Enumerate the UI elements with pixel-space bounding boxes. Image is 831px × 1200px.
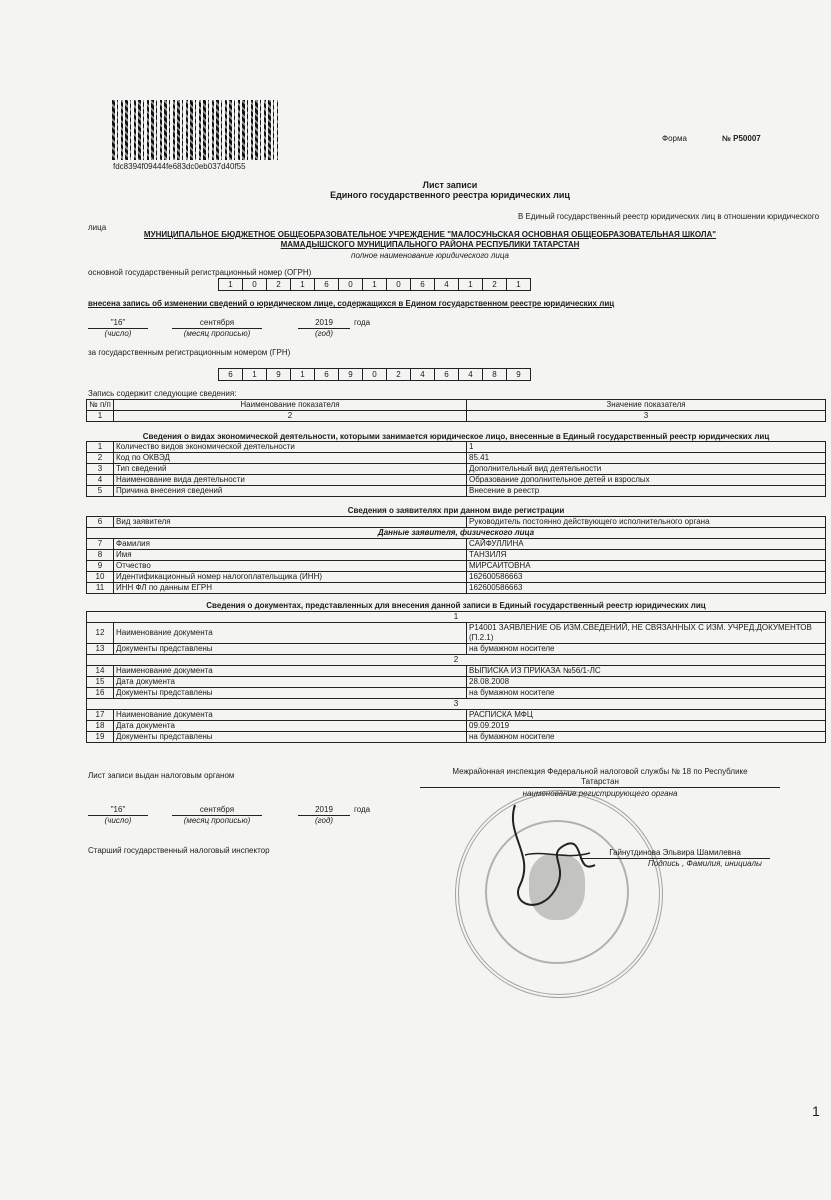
entry-year-suffix: года xyxy=(354,318,371,327)
row-value: 85.41 xyxy=(467,453,826,464)
row-name: Документы представлены xyxy=(114,732,467,743)
grn-digit: 2 xyxy=(387,368,411,381)
inspector-name: Гайнутдинова Эльвира Шамилевна xyxy=(580,848,770,859)
row-name: ИНН ФЛ по данным ЕГРН xyxy=(114,583,467,594)
grn-digit: 0 xyxy=(363,368,387,381)
ogrn-digit: 2 xyxy=(483,278,507,291)
table-row xyxy=(87,623,826,644)
row-number: 10 xyxy=(87,572,114,583)
table-row xyxy=(87,666,826,677)
row-name: Дата документа xyxy=(114,721,467,732)
row-value: РАСПИСКА МФЦ xyxy=(467,710,826,721)
grn-label: за государственным регистрационным номером (ГРН) xyxy=(88,348,291,357)
ogrn-digit: 2 xyxy=(267,278,291,291)
barcode xyxy=(112,100,278,160)
applicant-subtitle: Данные заявителя, физического лица xyxy=(87,528,826,539)
intro-continuation: лица xyxy=(88,223,107,232)
row-name: Наименование документа xyxy=(114,710,467,721)
authority-caption: наименование регистрирующего органа xyxy=(522,789,678,798)
footer-month: сентября xyxy=(172,805,262,816)
entry-month-caption: (месяц прописью) xyxy=(183,329,251,338)
ogrn-digit: 1 xyxy=(459,278,483,291)
row-number: 5 xyxy=(87,486,114,497)
page-number: 1 xyxy=(812,1103,820,1119)
table-row xyxy=(87,464,826,475)
row-value: Внесение в реестр xyxy=(467,486,826,497)
row-name: Дата документа xyxy=(114,677,467,688)
entry-month: сентября xyxy=(172,318,262,329)
form-number: № Р50007 xyxy=(722,134,761,143)
grn-digit: 1 xyxy=(291,368,315,381)
table-row xyxy=(87,677,826,688)
table-row xyxy=(87,486,826,497)
col-name-index: 2 xyxy=(114,411,467,422)
row-number: 19 xyxy=(87,732,114,743)
grn-digit: 6 xyxy=(435,368,459,381)
entry-year-caption: (год) xyxy=(314,329,334,338)
row-value: 162600586663 xyxy=(467,572,826,583)
ogrn-digit: 6 xyxy=(411,278,435,291)
row-value: Р14001 ЗАЯВЛЕНИЕ ОБ ИЗМ.СВЕДЕНИЙ, НЕ СВЯЗАННЫХ С ИЗМ. УЧРЕД.ДОКУМЕНТОВ (П.2.1) xyxy=(467,623,826,644)
intro-text: В Единый государственный реестр юридических лиц в отношении юридического xyxy=(518,212,820,221)
grn-digit: 4 xyxy=(411,368,435,381)
doc-group-number: 1 xyxy=(87,612,826,623)
row-name: Причина внесения сведений xyxy=(114,486,467,497)
signature-caption: Подпись , Фамилия, инициалы xyxy=(648,859,762,868)
row-name: Код по ОКВЭД xyxy=(114,453,467,464)
entry-day: "16" xyxy=(88,318,148,329)
footer-day-caption: (число) xyxy=(104,816,132,825)
row-number: 8 xyxy=(87,550,114,561)
table-row xyxy=(87,442,826,453)
row-name: Количество видов экономической деятельности xyxy=(114,442,467,453)
row-name: Документы представлены xyxy=(114,688,467,699)
row-name: Документы представлены xyxy=(114,644,467,655)
ogrn-digit: 1 xyxy=(218,278,243,291)
row-number: 14 xyxy=(87,666,114,677)
table-row xyxy=(87,517,826,528)
row-number: 7 xyxy=(87,539,114,550)
row-number: 18 xyxy=(87,721,114,732)
col-num-header: № п/п xyxy=(87,400,114,411)
ogrn-digit: 4 xyxy=(435,278,459,291)
ogrn-digit: 0 xyxy=(243,278,267,291)
row-name: Идентификационный номер налогоплательщика (ИНН) xyxy=(114,572,467,583)
entity-name-caption: полное наименование юридического лица xyxy=(351,251,509,260)
applicant-table xyxy=(86,516,826,594)
ogrn-digit: 1 xyxy=(291,278,315,291)
footer-year-caption: (год) xyxy=(314,816,334,825)
ogrn-digit: 6 xyxy=(315,278,339,291)
row-number: 17 xyxy=(87,710,114,721)
row-value: Дополнительный вид деятельности xyxy=(467,464,826,475)
row-number: 4 xyxy=(87,475,114,486)
signature-scribble xyxy=(495,795,615,935)
barcode-code: fdc8394f09444fe683dc0eb037d40f55 xyxy=(113,162,246,171)
grn-digit: 1 xyxy=(243,368,267,381)
doc-group-number: 2 xyxy=(87,655,826,666)
authority-line2: Татарстан xyxy=(420,777,780,788)
row-value: САЙФУЛЛИНА xyxy=(467,539,826,550)
applicant-section-title: Сведения о заявителях при данном виде регистрации xyxy=(347,506,565,515)
table-row xyxy=(87,539,826,550)
entity-name-line2: МАМАДЫШСКОГО МУНИЦИПАЛЬНОГО РАЙОНА РЕСПУБЛИКИ ТАТАРСТАН xyxy=(280,240,580,249)
grn-digit: 6 xyxy=(218,368,243,381)
row-number: 1 xyxy=(87,442,114,453)
row-number: 6 xyxy=(87,517,114,528)
footer-year: 2019 xyxy=(298,805,350,816)
row-name: Тип сведений xyxy=(114,464,467,475)
row-number: 2 xyxy=(87,453,114,464)
row-number: 3 xyxy=(87,464,114,475)
footer-day: "16" xyxy=(88,805,148,816)
row-number: 11 xyxy=(87,583,114,594)
row-value: ВЫПИСКА ИЗ ПРИКАЗА №56/1-ЛС xyxy=(467,666,826,677)
table-row xyxy=(87,583,826,594)
row-value: на бумажном носителе xyxy=(467,732,826,743)
entry-year: 2019 xyxy=(298,318,350,329)
row-name: Наименование вида деятельности xyxy=(114,475,467,486)
table-row xyxy=(87,561,826,572)
documents-table xyxy=(86,611,826,743)
row-number: 15 xyxy=(87,677,114,688)
doc-group-number: 3 xyxy=(87,699,826,710)
ogrn-cells xyxy=(218,278,531,291)
row-value: 162600586663 xyxy=(467,583,826,594)
grn-digit: 6 xyxy=(315,368,339,381)
issued-label: Лист записи выдан налоговым органом xyxy=(88,771,235,780)
ogrn-digit: 1 xyxy=(363,278,387,291)
authority-line1: Межрайонная инспекция Федеральной налоговой службы № 18 по Республике xyxy=(452,767,748,776)
table-row xyxy=(87,453,826,464)
table-row xyxy=(87,688,826,699)
table-row xyxy=(87,572,826,583)
table-row xyxy=(87,732,826,743)
row-number: 9 xyxy=(87,561,114,572)
grn-digit: 9 xyxy=(507,368,531,381)
col-name-header: Наименование показателя xyxy=(114,400,467,411)
document-title: Лист записи xyxy=(422,180,478,190)
row-value: на бумажном носителе xyxy=(467,644,826,655)
activity-section-title: Сведения о видах экономической деятельности, которыми занимается юридическое лицо, внесенные в Единый государственный реестр юридических лиц xyxy=(142,432,770,441)
row-name: Отчество xyxy=(114,561,467,572)
grn-digit: 9 xyxy=(339,368,363,381)
entry-statement: внесена запись об изменении сведений о юридическом лице, содержащихся в Едином государственном реестре юридических лиц xyxy=(88,299,615,308)
row-value: Руководитель постоянно действующего исполнительного органа xyxy=(467,517,826,528)
row-number: 12 xyxy=(87,623,114,644)
row-value: 28.08.2008 xyxy=(467,677,826,688)
entity-name-line1: МУНИЦИПАЛЬНОЕ БЮДЖЕТНОЕ ОБЩЕОБРАЗОВАТЕЛЬНОЕ УЧРЕЖДЕНИЕ "МАЛОСУНЬСКАЯ ОСНОВНАЯ ОБЩЕОБРАЗОВАТЕЛЬНАЯ ШКОЛА" xyxy=(143,230,717,239)
col-value-index: 3 xyxy=(467,411,826,422)
row-value: Образование дополнительное детей и взрослых xyxy=(467,475,826,486)
grn-digit: 9 xyxy=(267,368,291,381)
col-num-index: 1 xyxy=(87,411,114,422)
header-table xyxy=(86,399,826,422)
activity-table xyxy=(86,441,826,497)
ogrn-digit: 0 xyxy=(339,278,363,291)
form-label: Форма xyxy=(662,134,687,143)
row-value: 1 xyxy=(467,442,826,453)
ogrn-digit: 0 xyxy=(387,278,411,291)
row-value: на бумажном носителе xyxy=(467,688,826,699)
ogrn-digit: 1 xyxy=(507,278,531,291)
col-value-header: Значение показателя xyxy=(467,400,826,411)
ogrn-label: основной государственный регистрационный номер (ОГРН) xyxy=(88,268,312,277)
table-row xyxy=(87,550,826,561)
row-name: Наименование документа xyxy=(114,623,467,644)
table-row xyxy=(87,710,826,721)
row-name: Наименование документа xyxy=(114,666,467,677)
row-value: МИРСАИТОВНА xyxy=(467,561,826,572)
inspector-label: Старший государственный налоговый инспектор xyxy=(88,846,270,855)
footer-month-caption: (месяц прописью) xyxy=(183,816,251,825)
contains-label: Запись содержит следующие сведения: xyxy=(88,389,237,398)
grn-digit: 4 xyxy=(459,368,483,381)
row-name: Имя xyxy=(114,550,467,561)
row-value: ТАНЗИЛЯ xyxy=(467,550,826,561)
row-number: 16 xyxy=(87,688,114,699)
grn-cells xyxy=(218,368,531,381)
row-name: Вид заявителя xyxy=(114,517,467,528)
row-value: 09.09.2019 xyxy=(467,721,826,732)
entry-day-caption: (число) xyxy=(104,329,132,338)
table-row xyxy=(87,721,826,732)
grn-digit: 8 xyxy=(483,368,507,381)
row-number: 13 xyxy=(87,644,114,655)
documents-section-title: Сведения о документах, представленных для внесения данной записи в Единый государственный реестр юридических лиц xyxy=(206,601,706,610)
table-row xyxy=(87,475,826,486)
row-name: Фамилия xyxy=(114,539,467,550)
footer-year-suffix: года xyxy=(354,805,371,814)
document-subtitle: Единого государственного реестра юридических лиц xyxy=(330,190,570,200)
table-row xyxy=(87,644,826,655)
